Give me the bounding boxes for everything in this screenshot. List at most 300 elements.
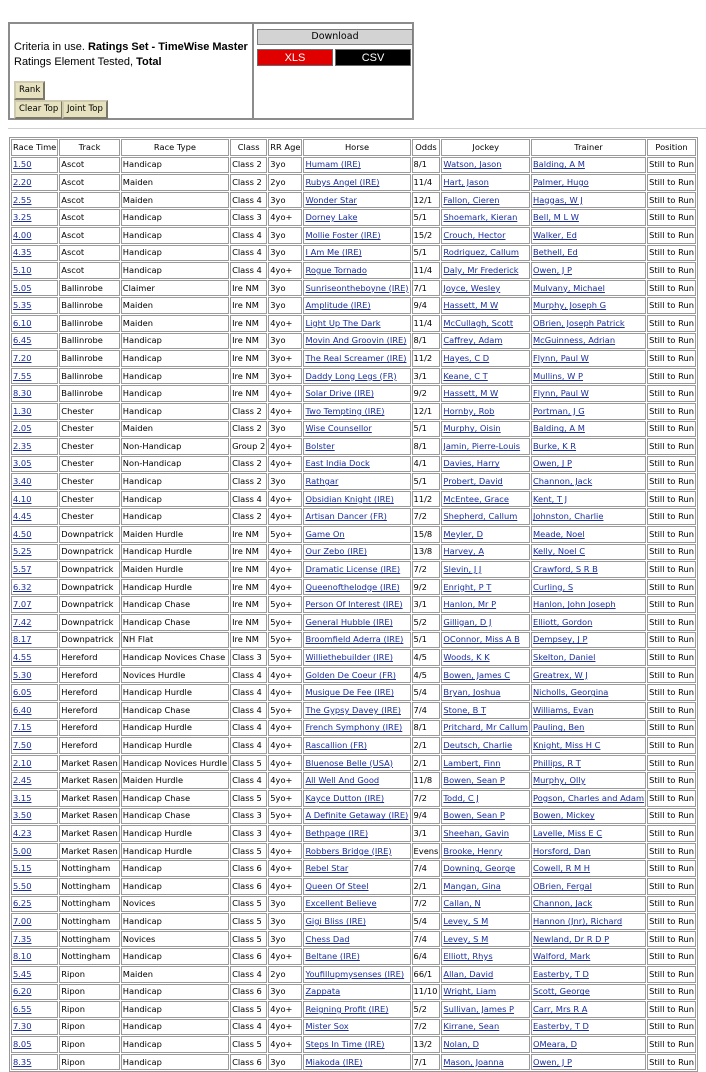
cell-race-time xyxy=(11,315,58,332)
cell-odds: 11/8 xyxy=(412,772,441,789)
jockey-link[interactable]: Gilligan, D J xyxy=(443,616,492,627)
jockey-link[interactable]: Pritchard, Mr Callum xyxy=(443,722,528,733)
jockey-link[interactable]: Rodriguez, Callum xyxy=(443,247,519,258)
race-time-link[interactable]: 7.30 xyxy=(13,1021,32,1032)
horse-link[interactable]: General Hubble (IRE) xyxy=(305,616,393,627)
cell-race-type: Handicap xyxy=(121,473,229,490)
race-time-link[interactable]: 8.35 xyxy=(13,1056,32,1067)
cell-rr-age: 4yo+ xyxy=(268,561,302,578)
trainer-link[interactable]: Dempsey, J P xyxy=(532,634,588,645)
jockey-link[interactable]: Joyce, Wesley xyxy=(443,282,501,293)
cell-track: Ascot xyxy=(59,157,120,174)
jockey-link[interactable]: Harvey, A xyxy=(443,546,484,557)
race-time-link[interactable]: 6.40 xyxy=(13,704,32,715)
horse-link[interactable]: Person Of Interest (IRE) xyxy=(305,599,403,610)
race-time-link[interactable]: 3.05 xyxy=(13,458,32,469)
race-time-link[interactable]: 7.55 xyxy=(13,370,32,381)
cell-rr-age: 4yo+ xyxy=(268,737,302,754)
horse-link[interactable]: Mollie Foster (IRE) xyxy=(305,229,381,240)
trainer-link[interactable]: Knight, Miss H C xyxy=(532,739,601,750)
race-time-link[interactable]: 8.10 xyxy=(13,951,32,962)
table-row xyxy=(11,843,696,860)
horse-link[interactable]: Rubys Angel (IRE) xyxy=(305,176,380,187)
trainer-link[interactable]: Owen, J P xyxy=(532,264,573,275)
trainer-link[interactable]: Walker, Ed xyxy=(532,229,577,240)
jockey-link[interactable]: Watson, Jason xyxy=(443,159,502,170)
jockey-link[interactable]: Probert, David xyxy=(443,476,503,487)
cell-track: Ascot xyxy=(59,192,120,209)
cell-rr-age: 3yo xyxy=(268,913,302,930)
race-time-link[interactable]: 1.30 xyxy=(13,405,32,416)
cell-class: Class 4 xyxy=(230,1019,267,1036)
cell-class: Class 5 xyxy=(230,1001,267,1018)
trainer-link[interactable]: Pogson, Charles and Adam xyxy=(532,792,645,803)
cell-trainer xyxy=(531,755,646,772)
jockey-link[interactable]: Kirrane, Sean xyxy=(443,1021,500,1032)
cell-rr-age: 2yo xyxy=(268,966,302,983)
race-time-link[interactable]: 6.55 xyxy=(13,1003,32,1014)
jockey-link[interactable]: OConnor, Miss A B xyxy=(443,634,520,645)
race-time-link[interactable]: 2.10 xyxy=(13,757,32,768)
horse-link[interactable]: I Am Me (IRE) xyxy=(305,247,362,258)
horse-link[interactable]: Steps In Time (IRE) xyxy=(305,1039,385,1050)
jockey-link[interactable]: Shoemark, Kieran xyxy=(443,212,518,223)
cell-odds: 7/1 xyxy=(412,280,441,297)
trainer-link[interactable]: OBrien, Joseph Patrick xyxy=(532,317,625,328)
race-time-link[interactable]: 4.00 xyxy=(13,229,32,240)
cell-race-type: Handicap xyxy=(121,385,229,402)
trainer-link[interactable]: Murphy, Joseph G xyxy=(532,300,607,311)
trainer-link[interactable]: Mullins, W P xyxy=(532,370,584,381)
jockey-link[interactable]: Allan, David xyxy=(443,968,494,979)
cell-race-type: Handicap xyxy=(121,350,229,367)
jockey-link[interactable]: Bowen, Sean P xyxy=(443,775,505,786)
rank-button[interactable]: Rank xyxy=(14,81,45,100)
jockey-link[interactable]: Nolan, D xyxy=(443,1039,479,1050)
horse-link[interactable]: Reigning Profit (IRE) xyxy=(305,1003,389,1014)
table-row xyxy=(11,368,696,385)
cell-odds: 13/8 xyxy=(412,544,441,561)
trainer-link[interactable]: Lavelle, Miss E C xyxy=(532,827,603,838)
cell-track: Market Rasen xyxy=(59,825,120,842)
trainer-link[interactable]: OMeara, D xyxy=(532,1039,578,1050)
trainer-link[interactable]: Hanlon, John Joseph xyxy=(532,599,616,610)
jockey-link[interactable]: Bryan, Joshua xyxy=(443,687,501,698)
race-time-link[interactable]: 4.23 xyxy=(13,827,32,838)
trainer-link[interactable]: Owen, J P xyxy=(532,1056,573,1067)
jockey-link[interactable]: Shepherd, Callum xyxy=(443,511,518,522)
cell-odds: 4/5 xyxy=(412,649,441,666)
trainer-link[interactable]: Skelton, Daniel xyxy=(532,652,596,663)
cell-track: Nottingham xyxy=(59,878,120,895)
cell-rr-age: 3yo xyxy=(268,1054,302,1071)
cell-race-type: Maiden xyxy=(121,315,229,332)
table-row xyxy=(11,931,696,948)
cell-track: Hereford xyxy=(59,702,120,719)
horse-link[interactable]: Our Zebo (IRE) xyxy=(305,546,368,557)
cell-jockey xyxy=(441,333,530,350)
cell-race-type: Handicap Chase xyxy=(121,596,229,613)
cell-race-type: Claimer xyxy=(121,280,229,297)
trainer-link[interactable]: Bowen, Mickey xyxy=(532,810,595,821)
trainer-link[interactable]: Channon, Jack xyxy=(532,898,593,909)
horse-link[interactable]: Wise Counsellor xyxy=(305,423,372,434)
cell-jockey xyxy=(441,948,530,965)
cell-race-type: Novices xyxy=(121,931,229,948)
race-time-link[interactable]: 3.40 xyxy=(13,476,32,487)
csv-download-button[interactable]: CSV xyxy=(335,49,411,66)
jockey-link[interactable]: Jamin, Pierre-Louis xyxy=(443,440,521,451)
cell-horse xyxy=(303,808,410,825)
race-time-link[interactable]: 5.50 xyxy=(13,880,32,891)
race-time-link[interactable]: 2.05 xyxy=(13,423,32,434)
cell-trainer xyxy=(531,772,646,789)
cell-position: Still to Run xyxy=(647,1001,696,1018)
jockey-link[interactable]: Brooke, Henry xyxy=(443,845,503,856)
horse-link[interactable]: Obsidian Knight (IRE) xyxy=(305,493,394,504)
cell-class: Class 3 xyxy=(230,209,267,226)
race-time-link[interactable]: 7.00 xyxy=(13,915,32,926)
cell-track: Market Rasen xyxy=(59,755,120,772)
jockey-link[interactable]: Hassett, M W xyxy=(443,300,499,311)
cell-jockey xyxy=(441,245,530,262)
horse-link[interactable]: Dorney Lake xyxy=(305,212,358,223)
horse-link[interactable]: Williethebuilder (IRE) xyxy=(305,652,393,663)
jockey-link[interactable]: Keane, C T xyxy=(443,370,488,381)
race-time-link[interactable]: 2.55 xyxy=(13,194,32,205)
horse-link[interactable]: Musique De Fee (IRE) xyxy=(305,687,395,698)
trainer-link[interactable]: Flynn, Paul W xyxy=(532,388,589,399)
race-time-link[interactable]: 4.55 xyxy=(13,652,32,663)
jockey-link[interactable]: Hassett, M W xyxy=(443,388,499,399)
download-label: Download xyxy=(257,29,413,45)
trainer-link[interactable]: Carr, Mrs R A xyxy=(532,1003,588,1014)
cell-horse xyxy=(303,544,410,561)
race-time-link[interactable]: 3.25 xyxy=(13,212,32,223)
horse-link[interactable]: Gigi Bliss (IRE) xyxy=(305,915,366,926)
jockey-link[interactable]: Sheehan, Gavin xyxy=(443,827,509,838)
race-time-link[interactable]: 7.35 xyxy=(13,933,32,944)
horse-link[interactable]: Dramatic License (IRE) xyxy=(305,564,401,575)
race-time-link[interactable]: 4.35 xyxy=(13,247,32,258)
cell-race-time xyxy=(11,966,58,983)
trainer-link[interactable]: Easterby, T D xyxy=(532,1021,589,1032)
horse-link[interactable]: Two Tempting (IRE) xyxy=(305,405,385,416)
jockey-link[interactable]: Stone, B T xyxy=(443,704,487,715)
trainer-link[interactable]: Horsford, Dan xyxy=(532,845,591,856)
trainer-link[interactable]: Walford, Mark xyxy=(532,951,591,962)
cell-jockey xyxy=(441,262,530,279)
trainer-link[interactable]: Pauling, Ben xyxy=(532,722,585,733)
cell-rr-age: 5yo+ xyxy=(268,596,302,613)
horse-link[interactable]: Youfillupmysenses (IRE) xyxy=(305,968,405,979)
clear-top-button[interactable]: Clear Top xyxy=(14,100,63,119)
race-time-link[interactable]: 5.25 xyxy=(13,546,32,557)
table-row xyxy=(11,262,696,279)
cell-trainer xyxy=(531,192,646,209)
horse-link[interactable]: Bluenose Belle (USA) xyxy=(305,757,394,768)
race-time-link[interactable]: 6.05 xyxy=(13,687,32,698)
jockey-link[interactable]: Daly, Mr Frederick xyxy=(443,264,519,275)
race-time-link[interactable]: 8.30 xyxy=(13,388,32,399)
horse-link[interactable]: Rebel Star xyxy=(305,863,349,874)
cell-track: Chester xyxy=(59,508,120,525)
cell-trainer xyxy=(531,860,646,877)
horse-link[interactable]: All Well And Good xyxy=(305,775,380,786)
cell-track: Nottingham xyxy=(59,913,120,930)
horse-link[interactable]: Robbers Bridge (IRE) xyxy=(305,845,392,856)
race-time-link[interactable]: 5.05 xyxy=(13,282,32,293)
trainer-link[interactable]: Murphy, Olly xyxy=(532,775,586,786)
trainer-link[interactable]: Burke, K R xyxy=(532,440,577,451)
cell-trainer xyxy=(531,878,646,895)
race-time-link[interactable]: 7.50 xyxy=(13,739,32,750)
horse-link[interactable]: Queen Of Steel xyxy=(305,880,369,891)
jockey-link[interactable]: Wright, Liam xyxy=(443,986,497,997)
trainer-link[interactable]: Phillips, R T xyxy=(532,757,581,768)
horse-link[interactable]: Movin And Groovin (IRE) xyxy=(305,335,407,346)
race-time-link[interactable]: 5.15 xyxy=(13,863,32,874)
trainer-link[interactable]: Easterby, T D xyxy=(532,968,589,979)
trainer-link[interactable]: Williams, Evan xyxy=(532,704,594,715)
horse-link[interactable]: Golden De Coeur (FR) xyxy=(305,669,396,680)
race-time-link[interactable]: 7.20 xyxy=(13,352,32,363)
horse-link[interactable]: Rascallion (FR) xyxy=(305,739,368,750)
cell-race-type: Handicap xyxy=(121,491,229,508)
horse-link[interactable]: Game On xyxy=(305,528,345,539)
cell-rr-age: 4yo+ xyxy=(268,1019,302,1036)
cell-rr-age: 3yo xyxy=(268,227,302,244)
table-row xyxy=(11,720,696,737)
race-time-link[interactable]: 4.50 xyxy=(13,528,32,539)
jockey-link[interactable]: Mason, Joanna xyxy=(443,1056,504,1067)
trainer-link[interactable]: Johnston, Charlie xyxy=(532,511,604,522)
jockey-link[interactable]: Davies, Harry xyxy=(443,458,500,469)
table-row xyxy=(11,755,696,772)
jockey-link[interactable]: Bowen, James C xyxy=(443,669,511,680)
jockey-link[interactable]: Woods, K K xyxy=(443,652,490,663)
trainer-link[interactable]: Balding, A M xyxy=(532,159,585,170)
trainer-link[interactable]: Greatrex, W J xyxy=(532,669,588,680)
cell-class: Ire NM xyxy=(230,596,267,613)
cell-odds: 9/4 xyxy=(412,808,441,825)
horse-link[interactable]: French Symphony (IRE) xyxy=(305,722,403,733)
race-time-link[interactable]: 6.25 xyxy=(13,898,32,909)
results-table xyxy=(9,137,698,1072)
cell-horse xyxy=(303,421,410,438)
trainer-link[interactable]: McGuinness, Adrian xyxy=(532,335,616,346)
horse-link[interactable]: Beltane (IRE) xyxy=(305,951,360,962)
trainer-link[interactable]: Bell, M L W xyxy=(532,212,579,223)
cell-race-time xyxy=(11,280,58,297)
race-time-link[interactable]: 7.42 xyxy=(13,616,32,627)
race-time-link[interactable]: 4.10 xyxy=(13,493,32,504)
jockey-link[interactable]: Todd, C J xyxy=(443,792,479,803)
cell-race-time xyxy=(11,1019,58,1036)
jockey-link[interactable]: Bowen, Sean P xyxy=(443,810,505,821)
jockey-link[interactable]: Mangan, Gina xyxy=(443,880,501,891)
cell-trainer xyxy=(531,825,646,842)
horse-link[interactable]: The Gypsy Davey (IRE) xyxy=(305,704,401,715)
cell-position: Still to Run xyxy=(647,1054,696,1071)
cell-track: Hereford xyxy=(59,667,120,684)
trainer-link[interactable]: Crawford, S R B xyxy=(532,564,598,575)
cell-odds: 7/4 xyxy=(412,702,441,719)
race-time-link[interactable]: 2.20 xyxy=(13,176,32,187)
race-time-link[interactable]: 4.45 xyxy=(13,511,32,522)
race-time-link[interactable]: 8.17 xyxy=(13,634,32,645)
jockey-link[interactable]: Murphy, Oisin xyxy=(443,423,501,434)
jockey-link[interactable]: Callan, N xyxy=(443,898,481,909)
trainer-link[interactable]: Elliott, Gordon xyxy=(532,616,593,627)
jockey-link[interactable]: Levey, S M xyxy=(443,915,489,926)
jockey-link[interactable]: Elliott, Rhys xyxy=(443,951,493,962)
race-time-link[interactable]: 7.15 xyxy=(13,722,32,733)
cell-horse xyxy=(303,350,410,367)
horse-link[interactable]: A Definite Getaway (IRE) xyxy=(305,810,409,821)
cell-odds: 11/10 xyxy=(412,984,441,1001)
trainer-link[interactable]: Newland, Dr R D P xyxy=(532,933,610,944)
xls-download-button[interactable]: XLS xyxy=(257,49,333,66)
cell-position: Still to Run xyxy=(647,896,696,913)
jockey-link[interactable]: Slevin, J J xyxy=(443,564,482,575)
jockey-link[interactable]: Levey, S M xyxy=(443,933,489,944)
trainer-link[interactable]: Palmer, Hugo xyxy=(532,176,589,187)
race-time-link[interactable]: 5.35 xyxy=(13,300,32,311)
horse-link[interactable]: Miakoda (IRE) xyxy=(305,1056,363,1067)
race-time-link[interactable]: 7.07 xyxy=(13,599,32,610)
horse-link[interactable]: Rogue Tornado xyxy=(305,264,367,275)
race-time-link[interactable]: 1.50 xyxy=(13,159,32,170)
race-time-link[interactable]: 6.45 xyxy=(13,335,32,346)
jockey-link[interactable]: Caffrey, Adam xyxy=(443,335,503,346)
jockey-link[interactable]: Hornby, Rob xyxy=(443,405,495,416)
race-time-link[interactable]: 3.15 xyxy=(13,792,32,803)
trainer-link[interactable]: Nicholls, Georgina xyxy=(532,687,609,698)
jockey-link[interactable]: Crouch, Hector xyxy=(443,229,506,240)
cell-horse xyxy=(303,579,410,596)
trainer-link[interactable]: OBrien, Fergal xyxy=(532,880,592,891)
horse-link[interactable]: Queenofthelodge (IRE) xyxy=(305,581,400,592)
jockey-link[interactable]: Hanlon, Mr P xyxy=(443,599,497,610)
cell-race-type: Maiden Hurdle xyxy=(121,526,229,543)
trainer-link[interactable]: Kelly, Noel C xyxy=(532,546,586,557)
jockey-link[interactable]: Meyler, D xyxy=(443,528,484,539)
cell-horse xyxy=(303,667,410,684)
trainer-link[interactable]: Owen, J P xyxy=(532,458,573,469)
race-time-link[interactable]: 5.10 xyxy=(13,264,32,275)
horse-link[interactable]: Daddy Long Legs (FR) xyxy=(305,370,397,381)
race-time-link[interactable]: 5.45 xyxy=(13,968,32,979)
jockey-link[interactable]: Lambert, Finn xyxy=(443,757,501,768)
cell-trainer xyxy=(531,596,646,613)
trainer-link[interactable]: Channon, Jack xyxy=(532,476,593,487)
horse-link[interactable]: Solar Drive (IRE) xyxy=(305,388,374,399)
race-time-link[interactable]: 5.30 xyxy=(13,669,32,680)
jockey-link[interactable]: McCullagh, Scott xyxy=(443,317,514,328)
race-time-link[interactable]: 6.10 xyxy=(13,317,32,328)
cell-odds: 3/1 xyxy=(412,596,441,613)
cell-horse xyxy=(303,508,410,525)
cell-race-type: Novices Hurdle xyxy=(121,667,229,684)
cell-trainer xyxy=(531,209,646,226)
jockey-link[interactable]: Deutsch, Charlie xyxy=(443,739,513,750)
joint-top-button[interactable]: Joint Top xyxy=(62,100,108,119)
trainer-link[interactable]: Mulvany, Michael xyxy=(532,282,605,293)
horse-link[interactable]: Artisan Dancer (FR) xyxy=(305,511,387,522)
cell-position: Still to Run xyxy=(647,966,696,983)
cell-track: Hereford xyxy=(59,720,120,737)
trainer-link[interactable]: Cowell, R M H xyxy=(532,863,591,874)
race-time-link[interactable]: 6.32 xyxy=(13,581,32,592)
horse-link[interactable]: Bethpage (IRE) xyxy=(305,827,369,838)
column-header-jockey: Jockey xyxy=(441,139,530,156)
race-time-link[interactable]: 5.57 xyxy=(13,564,32,575)
cell-class: Ire NM xyxy=(230,544,267,561)
jockey-link[interactable]: Fallon, Cieren xyxy=(443,194,500,205)
race-time-link[interactable]: 2.45 xyxy=(13,775,32,786)
race-time-link[interactable]: 8.05 xyxy=(13,1039,32,1050)
cell-race-time xyxy=(11,1036,58,1053)
trainer-link[interactable]: Portman, J G xyxy=(532,405,585,416)
trainer-link[interactable]: Hannon (Jnr), Richard xyxy=(532,915,623,926)
cell-race-type: Handicap Chase xyxy=(121,614,229,631)
horse-link[interactable]: Bolster xyxy=(305,440,335,451)
race-time-link[interactable]: 3.50 xyxy=(13,810,32,821)
cell-horse xyxy=(303,526,410,543)
horse-link[interactable]: Amplitude (IRE) xyxy=(305,300,371,311)
race-time-link[interactable]: 2.35 xyxy=(13,440,32,451)
horse-link[interactable]: Excellent Believe xyxy=(305,898,377,909)
horse-link[interactable]: Light Up The Dark xyxy=(305,317,381,328)
race-time-link[interactable]: 5.00 xyxy=(13,845,32,856)
horse-link[interactable]: Wonder Star xyxy=(305,194,357,205)
jockey-link[interactable]: Sullivan, James P xyxy=(443,1003,515,1014)
horse-link[interactable]: East India Dock xyxy=(305,458,370,469)
cell-trainer xyxy=(531,297,646,314)
trainer-link[interactable]: Meade, Noel xyxy=(532,528,585,539)
cell-trainer xyxy=(531,1001,646,1018)
horse-link[interactable]: Rathgar xyxy=(305,476,339,487)
trainer-link[interactable]: Kent, T J xyxy=(532,493,568,504)
jockey-link[interactable]: Hayes, C D xyxy=(443,352,490,363)
horse-link[interactable]: Sunriseontheboyne (IRE) xyxy=(305,282,409,293)
horse-link[interactable]: Broomfield Aderra (IRE) xyxy=(305,634,404,645)
jockey-link[interactable]: Downing, George xyxy=(443,863,516,874)
trainer-link[interactable]: Curling, S xyxy=(532,581,574,592)
cell-rr-age: 4yo+ xyxy=(268,209,302,226)
horse-link[interactable]: Humam (IRE) xyxy=(305,159,361,170)
trainer-link[interactable]: Haggas, W J xyxy=(532,194,583,205)
trainer-link[interactable]: Flynn, Paul W xyxy=(532,352,589,363)
trainer-link[interactable]: Bethell, Ed xyxy=(532,247,578,258)
race-time-link[interactable]: 6.20 xyxy=(13,986,32,997)
horse-link[interactable]: Mister Sox xyxy=(305,1021,349,1032)
table-row xyxy=(11,315,696,332)
horse-link[interactable]: Kayce Dutton (IRE) xyxy=(305,792,385,803)
jockey-link[interactable]: McEntee, Grace xyxy=(443,493,509,504)
cell-trainer xyxy=(531,526,646,543)
jockey-link[interactable]: Enright, P T xyxy=(443,581,492,592)
horse-link[interactable]: Chess Dad xyxy=(305,933,350,944)
horse-link[interactable]: Zappata xyxy=(305,986,341,997)
horse-link[interactable]: The Real Screamer (IRE) xyxy=(305,352,407,363)
table-row xyxy=(11,808,696,825)
cell-jockey xyxy=(441,684,530,701)
jockey-link[interactable]: Hart, Jason xyxy=(443,176,489,187)
trainer-link[interactable]: Balding, A M xyxy=(532,423,585,434)
trainer-link[interactable]: Scott, George xyxy=(532,986,590,997)
